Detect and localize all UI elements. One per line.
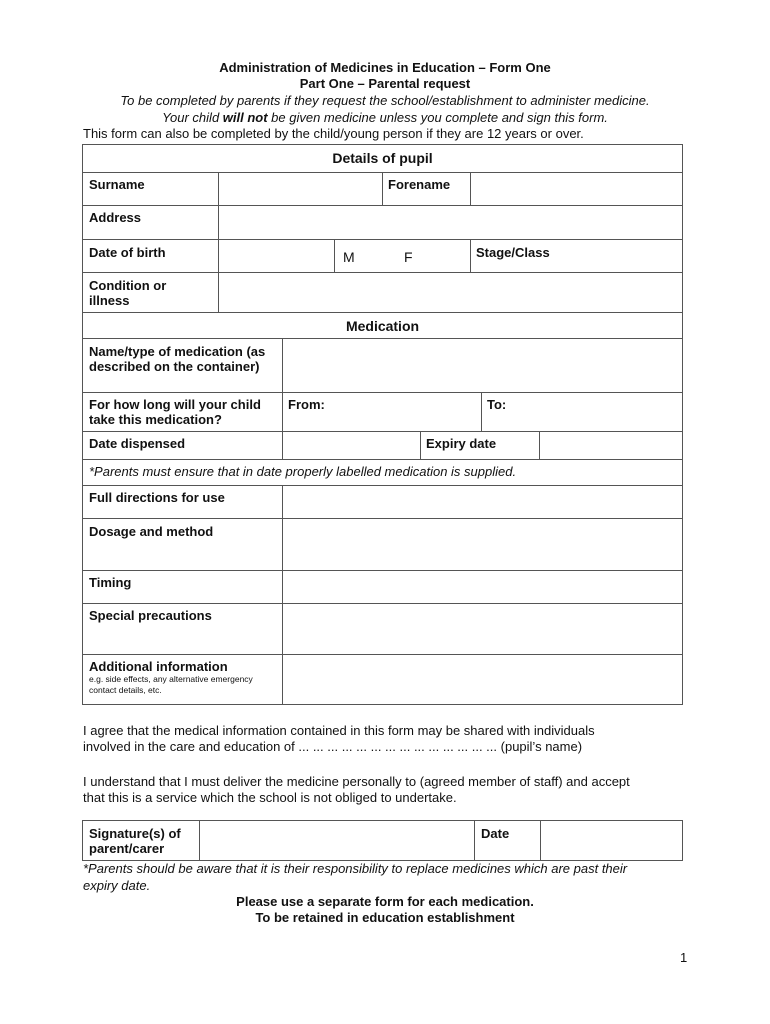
precautions-label: Special precautions — [89, 608, 212, 623]
directions-label: Full directions for use — [89, 490, 225, 505]
timing-field[interactable] — [283, 571, 681, 602]
forename-field[interactable] — [471, 173, 681, 204]
date-dispensed-field[interactable] — [283, 432, 419, 458]
expiry-responsibility-note: *Parents should be aware that it is their responsibility to replace medicines which are past their — [83, 861, 628, 876]
expiry-responsibility-note-cont: expiry date. — [83, 878, 151, 893]
additional-info-field[interactable] — [283, 655, 681, 704]
column-divider — [382, 172, 383, 205]
pupil-section-title: Details of pupil — [332, 150, 433, 166]
signature-date-label: Date — [481, 826, 510, 841]
surname-field[interactable] — [219, 173, 381, 204]
warning-text-start: Your child — [162, 110, 223, 125]
form-subtitle: Part One – Parental request — [299, 76, 471, 91]
parents-note: *Parents must ensure that in date properly labelled medication is supplied. — [89, 464, 517, 479]
agreement-line-2: involved in the care and education of ... ... ... ... ... ... ... ... ... ... ... ... ... ... (pupil’s name) — [83, 739, 583, 754]
column-divider — [474, 820, 475, 861]
row-divider — [82, 459, 683, 460]
agreement-line-3: I understand that I must deliver the medicine personally to (agreed member of staff) and accept — [83, 774, 630, 789]
warning-text-end: be given medicine unless you complete and sign this form. — [267, 110, 608, 125]
directions-field[interactable] — [283, 486, 681, 517]
stage-class-label: Stage/Class — [476, 245, 550, 260]
address-field[interactable] — [219, 206, 681, 238]
column-divider — [481, 392, 482, 431]
form-instruction: To be completed by parents if they request the school/establishment to administer medicine. — [120, 93, 650, 108]
forename-label: Forename — [388, 177, 451, 192]
column-divider — [420, 431, 421, 459]
gender-m-option[interactable]: M — [343, 249, 355, 265]
retention-note: To be retained in education establishment — [255, 910, 515, 925]
dob-field[interactable] — [219, 240, 333, 271]
date-dispensed-label: Date dispensed — [89, 436, 186, 451]
signature-label: Signature(s) of parent/carer — [89, 826, 181, 856]
medication-name-field[interactable] — [283, 339, 681, 391]
gender-f-option[interactable]: F — [404, 249, 413, 265]
medication-name-label: Name/type of medication (as described on the container) — [89, 344, 266, 374]
signature-field[interactable] — [200, 821, 473, 860]
dosage-label: Dosage and method — [89, 524, 214, 539]
column-divider — [334, 239, 335, 272]
condition-label: Condition or illness — [89, 278, 167, 308]
row-divider — [82, 312, 683, 313]
dosage-field[interactable] — [283, 519, 681, 569]
timing-label: Timing — [89, 575, 132, 590]
condition-field[interactable] — [219, 273, 681, 311]
additional-info-label: Additional information — [89, 659, 228, 674]
expiry-date-field[interactable] — [540, 432, 681, 458]
from-label: From: — [288, 397, 325, 412]
medication-section-title: Medication — [345, 318, 420, 334]
form-note: This form can also be completed by the child/young person if they are 12 years or over. — [83, 126, 584, 141]
row-divider — [82, 239, 683, 240]
expiry-date-label: Expiry date — [426, 436, 497, 451]
row-divider — [82, 392, 683, 393]
form-title: Administration of Medicines in Education – Form One — [219, 60, 551, 75]
form-warning — [0, 110, 770, 126]
precautions-field[interactable] — [283, 604, 681, 653]
additional-info-hint: e.g. side effects, any alternative emergency contact details, etc. — [89, 674, 253, 695]
duration-label: For how long will your child take this medication? — [89, 397, 261, 427]
agreement-line-4: that this is a service which the school is not obliged to undertake. — [83, 790, 457, 805]
to-label: To: — [487, 397, 507, 412]
surname-label: Surname — [89, 177, 145, 192]
separate-form-note: Please use a separate form for each medication. — [236, 894, 534, 909]
column-divider — [470, 239, 471, 272]
page-number: 1 — [680, 950, 688, 965]
agreement-line-1: I agree that the medical information contained in this form may be shared with individuals — [83, 723, 595, 738]
address-label: Address — [89, 210, 142, 225]
signature-date-field[interactable] — [541, 821, 681, 860]
dob-label: Date of birth — [89, 245, 166, 260]
warning-emphasis: will not — [222, 110, 268, 125]
